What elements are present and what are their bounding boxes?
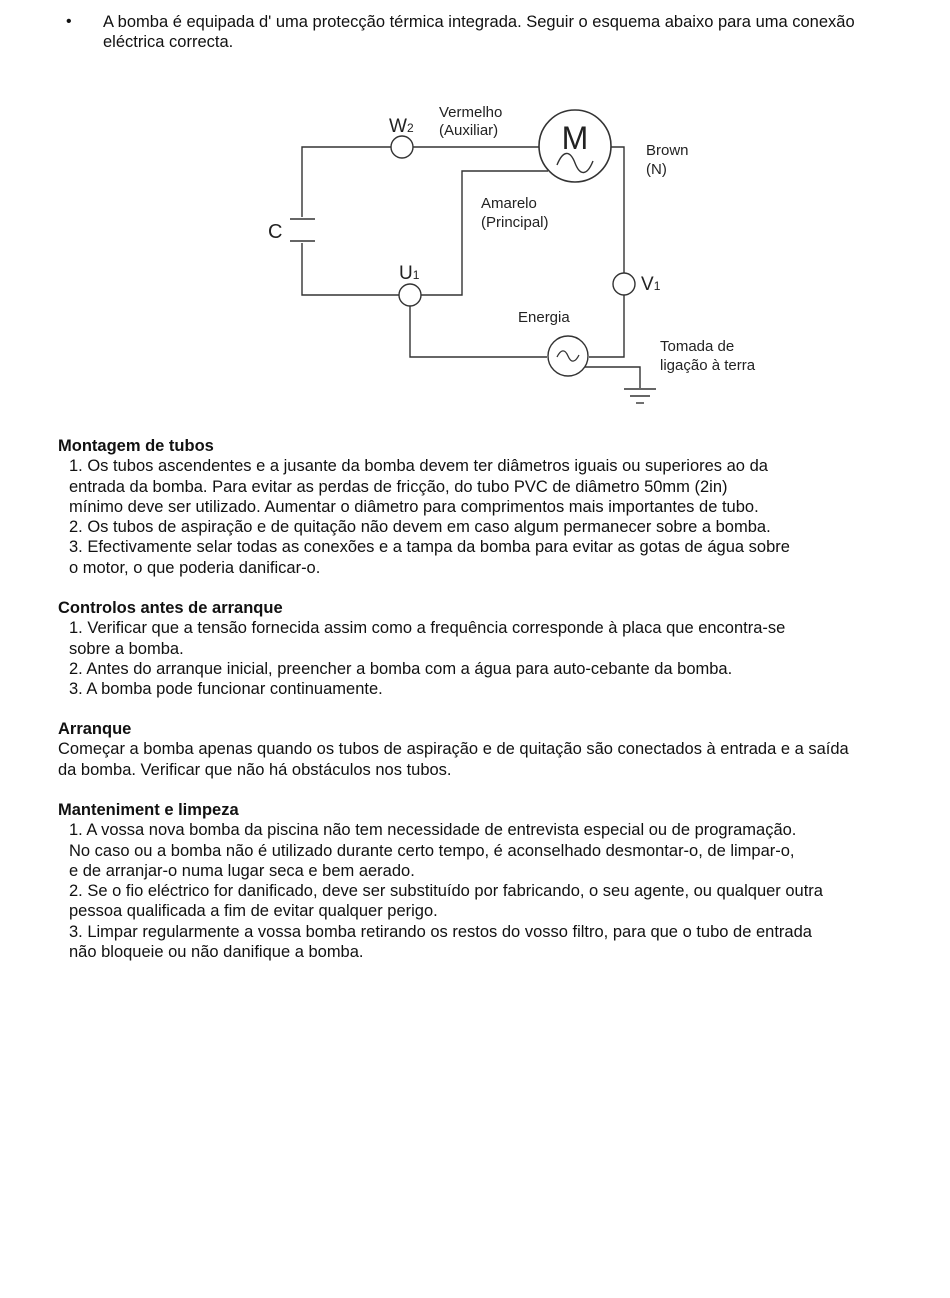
section-line: 2. Se o fio eléctrico for danificado, deve ser substituído por fabricando, o seu agente, ou qualquer outra [69,882,823,901]
terminal-u1 [399,284,421,306]
section-line: 3. Efectivamente selar todas as conexões e a tampa da bomba para evitar as gotas de água sobre [69,538,790,557]
section-heading: Controlos antes de arranque [58,599,283,617]
section-heading: Manteniment e limpeza [58,801,239,819]
v1-label: V1 [641,274,661,295]
bullet-icon: • [66,13,72,30]
wire-aux [302,147,391,217]
section-line: e de arranjar-o numa lugar seca e bem aerado. [69,861,415,880]
section-line: 3. A bomba pode funcionar continuamente. [69,680,383,699]
wire-earth [585,367,640,388]
section-controlos [58,598,908,699]
w2-label: W2 [389,116,414,137]
brown-label-line1: Brown [646,142,689,159]
section-line: Começar a bomba apenas quando os tubos de aspiração e de quitação são conectados à entrada e a saída [58,740,849,759]
intro-line-1: A bomba é equipada d' uma protecção térmica integrada. Seguir o esquema abaixo para uma conexão [103,13,855,31]
section-tubos [58,436,908,578]
section-line: 1. Os tubos ascendentes e a jusante da bomba devem ter diâmetros iguais ou superiores ao da [69,457,768,476]
ground-label-line1: Tomada de [660,338,735,355]
wire-cap-bottom [302,243,399,295]
wire-yellow [421,171,548,295]
section-line: não bloqueie ou não danifique a bomba. [69,943,364,962]
intro-line-2: eléctrica correcta. [103,33,234,52]
yellow-label-line2: (Principal) [481,214,549,231]
section-line: sobre a bomba. [69,639,184,658]
section-line: 1. Verificar que a tensão fornecida assim como a frequência corresponde à placa que encontra-se [69,619,786,638]
yellow-label-line1: Amarelo [481,195,537,212]
section-line: 2. Os tubos de aspiração e de quitação não devem em caso algum permanecer sobre a bomba. [69,518,771,537]
section-line: da bomba. Verificar que não há obstáculos nos tubos. [58,760,452,779]
section-line: entrada da bomba. Para evitar as perdas de fricção, do tubo PVC de diâmetro 50mm (2in) [69,477,728,496]
red-label-line1: Vermelho [439,104,503,121]
ground-label-line2: ligação à terra [660,357,756,374]
diagram-wires [290,147,656,403]
wire-brown [606,147,624,273]
brown-label-line2: (N) [646,161,667,178]
wiring-diagram [0,0,950,430]
u1-label: U1 [399,263,420,284]
section-manutencao [58,800,908,962]
terminal-w2 [391,136,413,158]
section-line: 2. Antes do arranque inicial, preencher a bomba com a água para auto-cebante da bomba. [69,659,733,678]
section-line: pessoa qualificada a fim de evitar qualquer perigo. [69,902,438,921]
section-line: o motor, o que poderia danificar-o. [69,558,321,577]
capacitor-label: C [268,221,283,243]
red-label-line2: (Auxiliar) [439,122,499,139]
section-line: mínimo deve ser utilizado. Aumentar o diâmetro para comprimentos mais importantes de tubo. [69,497,759,516]
section-arranque [58,719,908,780]
section-line: 3. Limpar regularmente a vossa bomba retirando os restos do vosso filtro, para que o tubo de entrada [69,922,812,941]
section-heading: Montagem de tubos [58,437,214,455]
motor-label: M [561,120,589,156]
energy-label: Energia [518,309,570,326]
terminal-v1 [613,273,635,295]
wire-energy-right [589,294,624,357]
section-line: 1. A vossa nova bomba da piscina não tem necessidade de entrevista especial ou de programação. [69,821,797,840]
section-line: No caso ou a bomba não é utilizado durante certo tempo, é aconselhado desmontar-o, de limpar-o, [69,841,795,860]
section-heading: Arranque [58,720,132,738]
